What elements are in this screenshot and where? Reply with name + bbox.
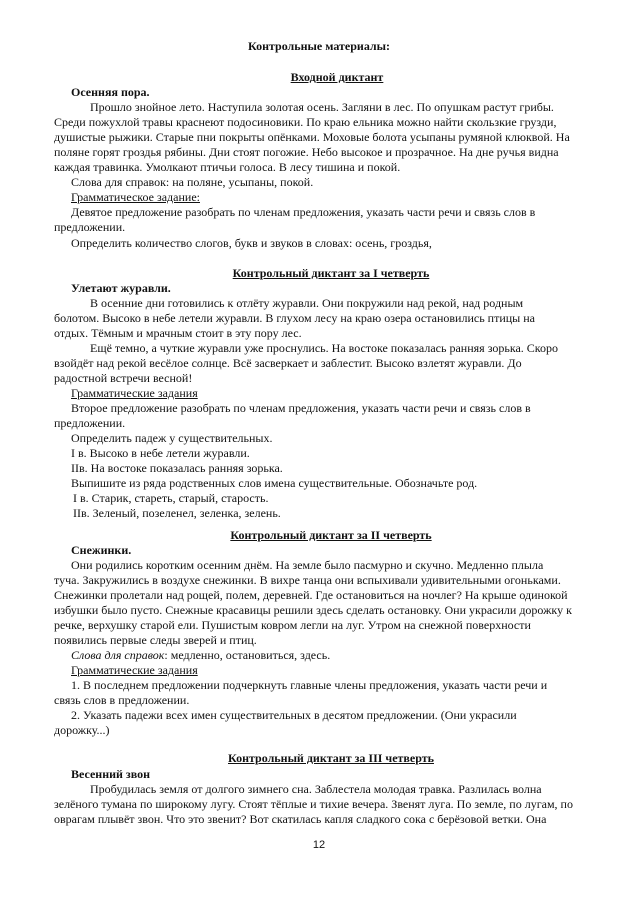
page-number: 12 bbox=[312, 839, 326, 851]
task-heading: Грамматические задания bbox=[71, 663, 198, 677]
text-line: отдых. Тёмным и мрачным стоит в эту пору лес. bbox=[54, 326, 302, 340]
task-text: 1. В последнем предложении подчеркнуть главные члены предложения, указать части речи и bbox=[71, 678, 548, 692]
text-line: радостной встречи весной! bbox=[54, 371, 193, 385]
text-line: каждая травинка. Умолкают птичьи голоса. В лесу тишина и покой. bbox=[54, 160, 401, 174]
task-text: Выпишите из ряда родственных слов имена существительные. Обозначьте род. bbox=[71, 476, 478, 490]
task-text: Определить количество слогов, букв и звуков в словах: осень, гроздья, bbox=[71, 236, 432, 250]
task-text: предложении. bbox=[54, 416, 126, 430]
text-line: зелёного тумана по широкому лугу. Стоят тёплые и тихие вечера. Звенят луга. По земле, по лугам, по bbox=[54, 797, 573, 811]
task-text: связь слов в предложении. bbox=[54, 693, 190, 707]
text-line: туча. Закружились в воздухе снежинки. В вихре танца они вспыхивали удивительными огоньками. bbox=[54, 573, 561, 587]
dictation-title: Весенний звон bbox=[71, 767, 151, 781]
variant-line: I в. Высоко в небе летели журавли. bbox=[71, 446, 250, 460]
section-heading-q2: Контрольный диктант за II четверть bbox=[230, 528, 432, 542]
text-line: избушки было пусто. Снежные красавицы решили здесь сделать остановку. Они украсили дорожку к bbox=[54, 603, 572, 617]
reference-words: Слова для справок: на поляне, усыпаны, покой. bbox=[71, 175, 314, 189]
section-heading-q1: Контрольный диктант за I четверть bbox=[232, 266, 430, 280]
reference-list: : медленно, остановиться, здесь. bbox=[164, 648, 331, 662]
text-line: болотом. Высоко в небе летели журавли. В глухом лесу на краю озера остановились птицы на bbox=[54, 311, 535, 325]
task-text: Девятое предложение разобрать по членам предложения, указать части речи и связь слов в bbox=[71, 205, 536, 219]
text-line: Они родились коротким осенним днём. На земле было пасмурно и скучно. Медленно плыла bbox=[71, 558, 544, 572]
text-line: речке, верхушку старой ели. Пушистым ковром легли на луг. Утром на снежной поверхности bbox=[54, 618, 531, 632]
text-line: взойдёт над рекой весёлое солнце. Всё засверкает и заблестит. Высоко взлетят журавли. До bbox=[54, 356, 522, 370]
section-heading-q3: Контрольный диктант за III четверть bbox=[228, 751, 434, 765]
text-line: Среди пожухлой травы краснеют подосиновики. По краю ельника можно найти скользкие грузди, bbox=[54, 115, 557, 129]
text-line: поляне горят гроздья рябины. Дни стоят погожие. Небо высокое и прозрачное. На дне ручья видна bbox=[54, 145, 559, 159]
text-line: душистые рыжики. Старые пни покрыты опёнками. Моховые болота усыпаны румяной клюквой. На bbox=[54, 130, 570, 144]
variant-line: IIв. Зеленый, позеленел, зеленка, зелень. bbox=[73, 506, 281, 520]
text-line: Пробудилась земля от долгого зимнего сна. Заблестела молодая травка. Разлилась волна bbox=[90, 782, 542, 796]
text-line: В осенние дни готовились к отлёту журавли. Они покружили над рекой, над родным bbox=[90, 296, 524, 310]
variant-line: I в. Старик, стареть, старый, старость. bbox=[73, 491, 269, 505]
task-heading: Грамматическое задание: bbox=[71, 190, 200, 204]
task-heading: Грамматические задания bbox=[71, 386, 198, 400]
variant-line: IIв. На востоке показалась ранняя зорька. bbox=[71, 461, 283, 475]
text-line: Ещё темно, а чуткие журавли уже проснулись. На востоке показалась ранняя зорька. Скоро bbox=[90, 341, 559, 355]
dictation-title: Осенняя пора. bbox=[71, 85, 150, 99]
dictation-title: Улетают журавли. bbox=[71, 281, 171, 295]
text-line: Прошло знойное лето. Наступила золотая осень. Загляни в лес. По опушкам растут грибы. bbox=[90, 100, 554, 114]
task-text: дорожку...) bbox=[54, 723, 110, 737]
reference-label: Слова для справок bbox=[71, 648, 165, 662]
document-title: Контрольные материалы: bbox=[247, 39, 391, 53]
task-text: Второе предложение разобрать по членам предложения, указать части речи и связь слов в bbox=[71, 401, 531, 415]
dictation-title: Снежинки. bbox=[71, 543, 132, 557]
task-text: предложении. bbox=[54, 220, 126, 234]
text-line: появились первые следы зверей и птиц. bbox=[54, 633, 257, 647]
text-line: Снежинки пролетали над рощей, полем, деревней. Где остановиться на ночлег? На крыше одинокой bbox=[54, 588, 568, 602]
task-text: 2. Указать падежи всех имен существительных в десятом предложении. (Они украсили bbox=[71, 708, 517, 722]
section-heading-entry: Входной диктант bbox=[290, 70, 384, 84]
reference-words bbox=[71, 648, 330, 663]
text-line: оврагам плывёт звон. Что это звенит? Вот скатилась капля сладкого сока с берёзовой ветки. Она bbox=[54, 812, 547, 826]
task-text: Определить падеж у существительных. bbox=[71, 431, 273, 445]
